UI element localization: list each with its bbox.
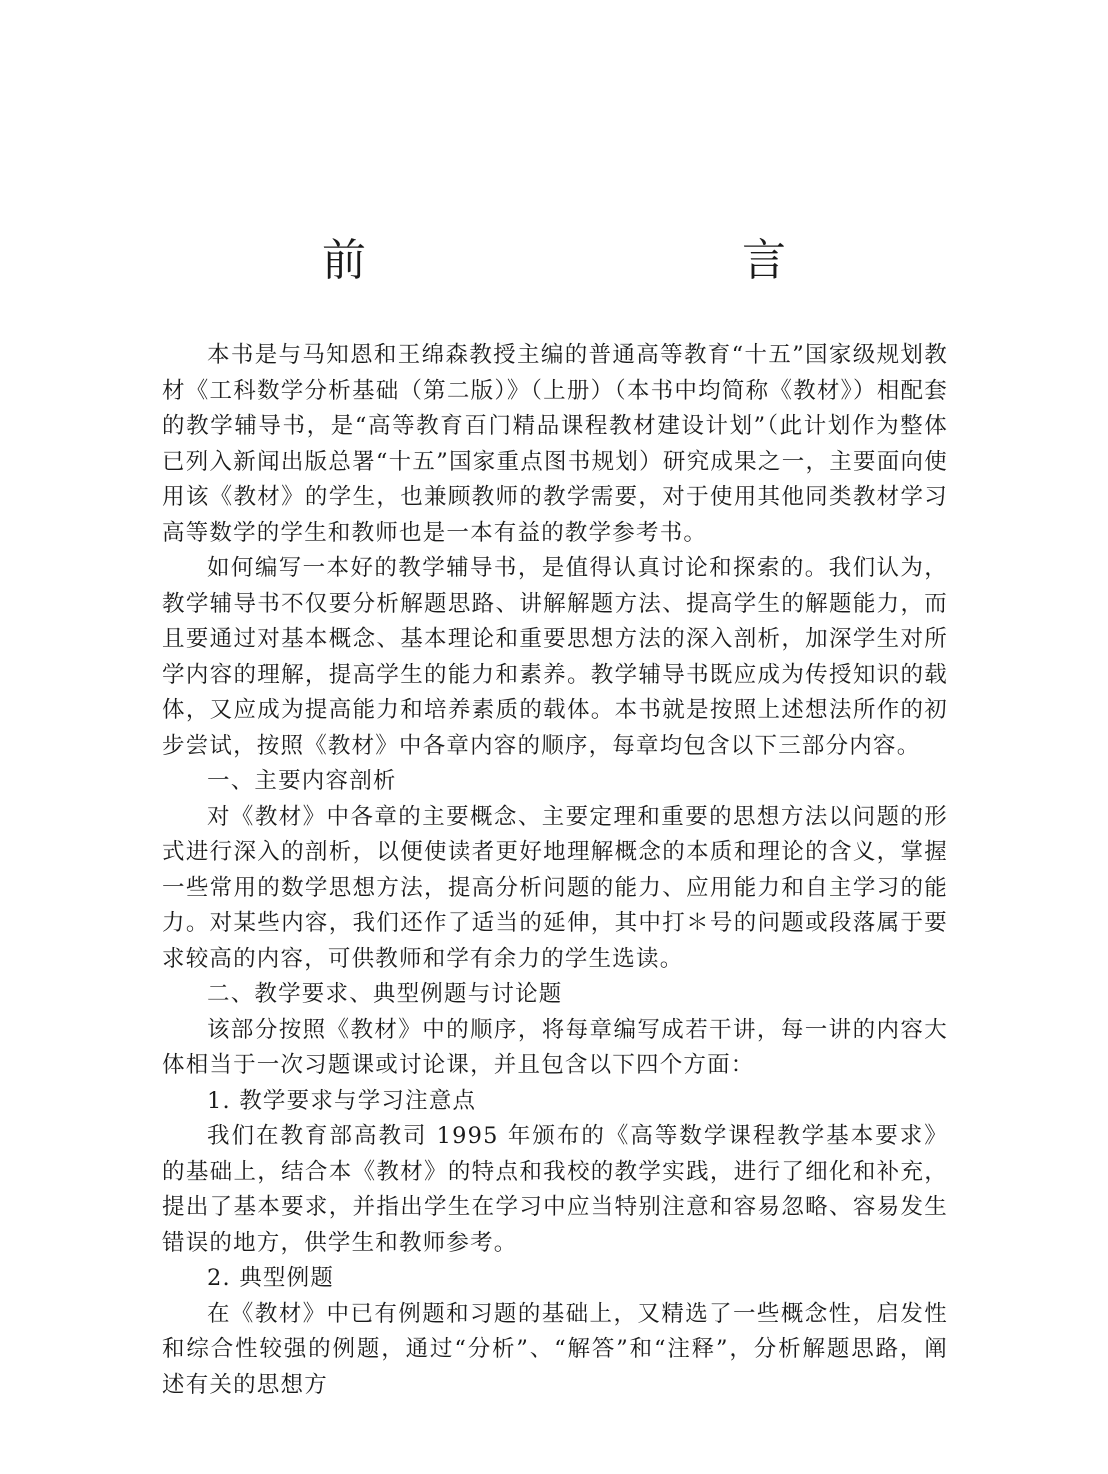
page-title: 前 言 — [322, 235, 882, 287]
preface-paragraph-5: 我们在教育部高教司 1995 年颁布的《高等数学课程教学基本要求》的基础上，结合本《教材》的特点和我校的教学实践，进行了细化和补充，提出了基本要求，并指出学生在学习中应当特别注意和容易忽略、容易发生错误的地方，供学生和教师参考。 — [162, 1123, 948, 1256]
subsection-heading-1: 1. 教学要求与学习注意点 — [207, 1087, 477, 1114]
preface-paragraph-6: 在《教材》中已有例题和习题的基础上，又精选了一些概念性，启发性和综合性较强的例题，通过“分析”、“解答”和“注释”，分析解题思路，阐述有关的思想方 — [162, 1300, 948, 1398]
preface-body — [162, 338, 948, 1403]
preface-paragraph-1: 本书是与马知恩和王绵森教授主编的普通高等教育“十五”国家级规划教材《工科数学分析基础（第二版）》（上册）（本书中均简称《教材》）相配套的教学辅导书，是“高等教育百门精品课程教材建设计划”（此计划作为整体已列入新闻出版总署“十五”国家重点图书规划）研究成果之一，主要面向使用该《教材》的学生，也兼顾教师的教学需要，对于使用其他同类教材学习高等数学的学生和教师也是一本有益的教学参考书。 — [162, 342, 948, 546]
preface-paragraph-3: 对《教材》中各章的主要概念、主要定理和重要的思想方法以问题的形式进行深入的剖析，以便使读者更好地理解概念的本质和理论的含义，掌握一些常用的数学思想方法，提高分析问题的能力、应用能力和自主学习的能力。对某些内容，我们还作了适当的延伸，其中打＊号的问题或段落属于要求较高的内容，可供教师和学有余力的学生选读。 — [162, 803, 948, 972]
section-heading-2: 二、教学要求、典型例题与讨论题 — [207, 981, 563, 1007]
preface-paragraph-2: 如何编写一本好的教学辅导书，是值得认真讨论和探索的。我们认为，教学辅导书不仅要分析解题思路、讲解解题方法、提高学生的解题能力，而且要通过对基本概念、基本理论和重要思想方法的深入剖析，加深学生对所学内容的理解，提高学生的能力和素养。教学辅导书既应成为传授知识的载体，又应成为提高能力和培养素质的载体。本书就是按照上述想法所作的初步尝试，按照《教材》中各章内容的顺序，每章均包含以下三部分内容。 — [162, 555, 948, 759]
preface-paragraph-4: 该部分按照《教材》中的顺序，将每章编写成若干讲，每一讲的内容大体相当于一次习题课或讨论课，并且包含以下四个方面： — [162, 1016, 948, 1078]
section-heading-1: 一、主要内容剖析 — [207, 768, 397, 794]
subsection-heading-2: 2. 典型例题 — [207, 1265, 335, 1291]
